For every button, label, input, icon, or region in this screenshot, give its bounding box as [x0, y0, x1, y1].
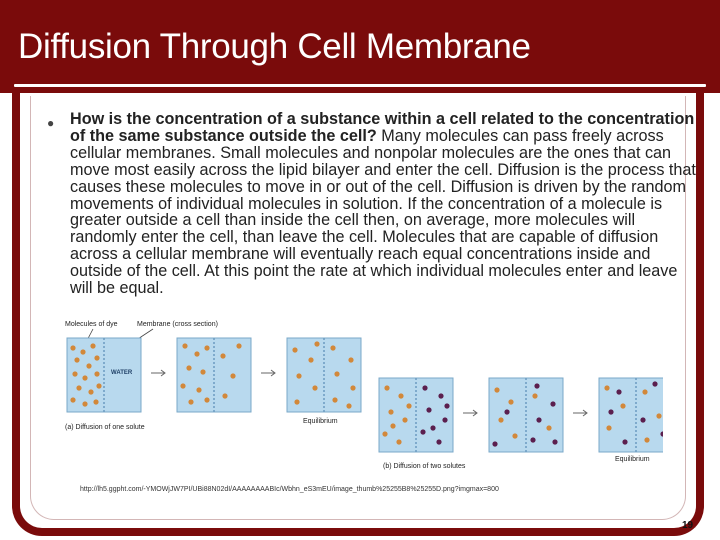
bullet-icon: ●	[47, 116, 55, 130]
body-text: Many molecules can pass freely across cellular membranes. Small molecules and nonpolar molecules are the ones that can move most easily across the lipid bilayer and enter the cell. Diffusion is the process that causes these molecules to move in or out of the cell. Diffusion is driven by the random movements of individual molecules in solution. If the concentration of a molecule is greater outside a cell than inside the cell then, on average, more molecules will randomly enter the cell, than leave the cell. Molecules that are capable of diffusion across a cellular membrane will eventually reach equal concentrations inside and outside of the cell. At this point the rate at which individual molecules enter and leave will be equal.	[70, 126, 696, 298]
body-question: How is the concentration of a substance within a cell related to the concentration of the same substance outside the cell?	[70, 110, 695, 145]
page-number: 19	[682, 520, 694, 531]
panel-a2	[177, 338, 251, 412]
arrow-2	[261, 370, 275, 376]
panel-b3	[599, 378, 663, 463]
title-bar	[0, 0, 720, 93]
arrow-4	[573, 410, 587, 416]
panel-a3	[287, 338, 361, 425]
source-url[interactable]: http://lh5.ggpht.com/-YMOWjJW7PI/UBi88N02dI/AAAAAAAABIc/Wbhn_eS3mEU/image_thumb%25255B8%25255D.png?imgmax=800	[80, 486, 499, 493]
caption-b: (b) Diffusion of two solutes	[383, 463, 466, 470]
slide-title: Diffusion Through Cell Membrane	[18, 27, 531, 66]
diffusion-diagram	[63, 316, 663, 474]
panel-b2	[489, 378, 563, 452]
label-water: WATER	[111, 370, 133, 376]
panel-a1	[67, 338, 141, 412]
label-equilibrium-b: Equilibrium	[615, 456, 650, 463]
label-membrane: Membrane (cross section)	[137, 321, 218, 328]
label-equilibrium-a: Equilibrium	[303, 418, 338, 425]
panel-b1	[379, 378, 453, 452]
label-dye: Molecules of dye	[65, 321, 118, 328]
caption-a: (a) Diffusion of one solute	[65, 424, 145, 431]
body-paragraph	[70, 111, 702, 297]
arrow-3	[463, 410, 477, 416]
title-underline	[14, 84, 706, 87]
arrow-1	[151, 370, 165, 376]
